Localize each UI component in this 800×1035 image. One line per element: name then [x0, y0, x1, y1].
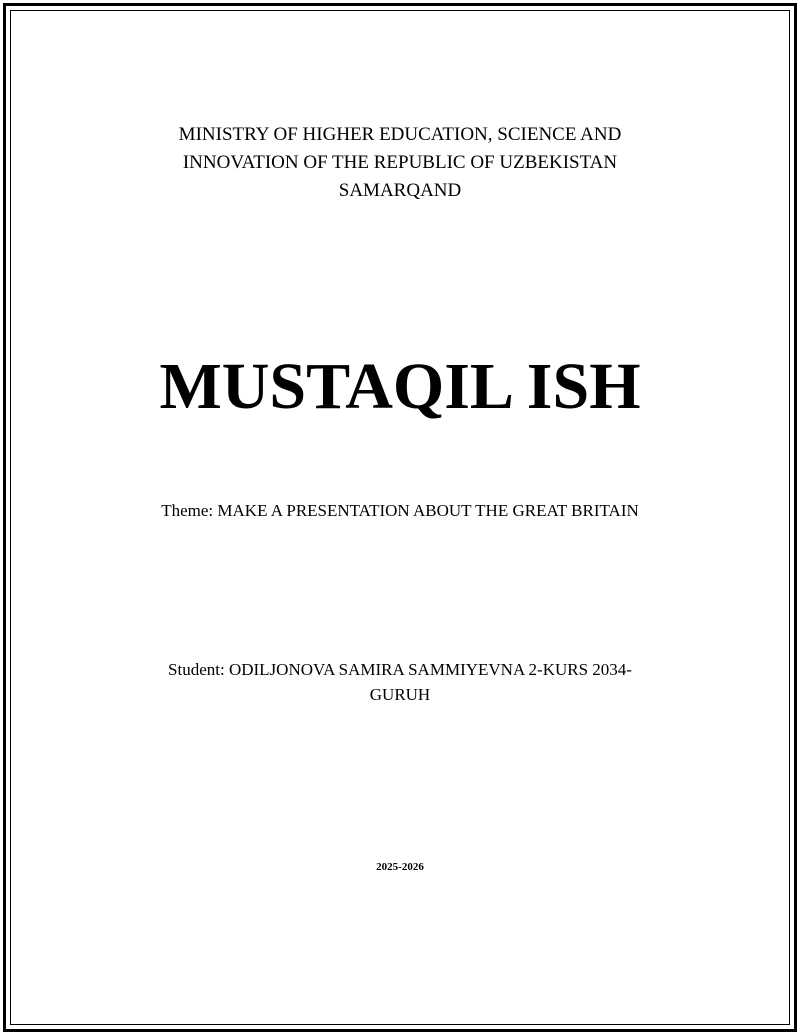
student-info: [110, 657, 690, 707]
student-line: Student: ODILJONOVA SAMIRA SAMMIYEVNA 2-KURS 2034-: [168, 660, 632, 679]
theme-line: Theme: MAKE A PRESENTATION ABOUT THE GREAT BRITAIN: [161, 501, 639, 520]
ministry-heading: [100, 121, 700, 205]
city-line: SAMARQAND: [338, 180, 462, 201]
document-title: MUSTAQIL ISH: [159, 350, 641, 423]
academic-year: 2025-2026: [376, 861, 424, 873]
student-line: GURUH: [369, 685, 431, 704]
ministry-line: MINISTRY OF HIGHER EDUCATION, SCIENCE AND: [178, 124, 622, 145]
ministry-line: INNOVATION OF THE REPUBLIC OF UZBEKISTAN: [182, 152, 618, 173]
